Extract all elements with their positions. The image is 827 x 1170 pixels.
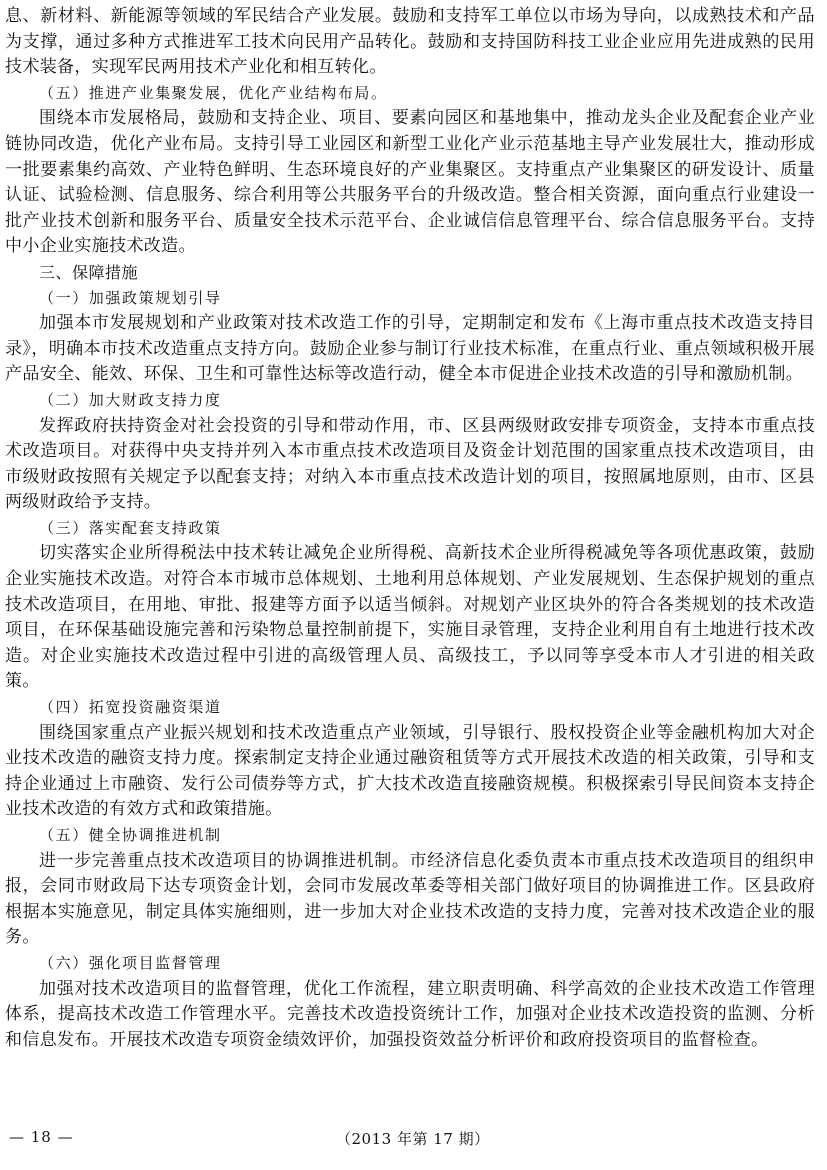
subheading-financing-channels: （四）拓宽投资融资渠道 — [39, 698, 222, 717]
subheading-coordination-mechanism: （五）健全协调推进机制 — [39, 826, 222, 844]
paragraph-fiscal-support: 发挥政府扶持资金对社会投资的引导和带动作用，市、区县两级财政安排专项资金，支持本市重点技术改造项目。对获得中央支持并列入本市重点技术改造项目及资金计划范围的国家重点技术改造项目，由市级财政按照有关规定予以配套支持；对纳入本市重点技术改造计划的项目，按照属地原则，由市、区县两级财政给予支持。 — [5, 415, 815, 513]
paragraph-military-civil-integration: 息、新材料、新能源等领域的军民结合产业发展。鼓励和支持军工单位以市场为导向，以成熟技术和产品为支撑，通过多种方式推进军工技术向民用产品转化。鼓励和支持国防科技工业企业应用先进成熟的民用技术装备，实现军民两用技术产业化和相互转化。 — [5, 6, 815, 78]
document-body — [5, 4, 815, 1053]
paragraph-coordination-mechanism: 进一步完善重点技术改造项目的协调推进机制。市经济信息化委负责本市重点技术改造项目的组织申报，会同市财政局下达专项资金计划，会同市发展改革委等相关部门做好项目的协调推进工作。区县政府根据本实施意见，制定具体实施细则，进一步加大对企业技术改造的支持力度，完善对技术改造企业的服务。 — [5, 850, 815, 948]
paragraph-policy-guidance: 加强本市发展规划和产业政策对技术改造工作的引导，定期制定和发布《上海市重点技术改造支持目录》，明确本市技术改造重点支持方向。鼓励企业参与制订行业技术标准，在重点行业、重点领域积极开展产品安全、能效、环保、卫生和可靠性达标等改造行动，健全本市促进企业技术改造的引导和激励机制。 — [5, 313, 815, 385]
subheading-industry-clustering: （五）推进产业集聚发展，优化产业结构布局。 — [39, 83, 388, 102]
page-footer — [0, 1128, 827, 1152]
subheading-fiscal-support: （二）加大财政支持力度 — [39, 390, 222, 409]
subheading-project-supervision: （六）强化项目监督管理 — [39, 953, 222, 972]
paragraph-supporting-policies: 切实落实企业所得税法中技术转让减免企业所得税、高新技术企业所得税减免等各项优惠政策，鼓励企业实施技术改造。对符合本市城市总体规划、土地利用总体规划、产业发展规划、生态保护规划的重点技术改造项目，在用地、审批、报建等方面予以适当倾斜。对规划产业区块外的符合各类规划的技术改造项目，在环保基础设施完善和污染物总量控制前提下，实施目录管理，支持企业利用自有土地进行技术改造。对企业实施技术改造过程中引进的高级管理人员、高级技工，予以同等享受本市人才引进的相关政策。 — [5, 543, 815, 692]
issue-label: （2013 年第 17 期） — [336, 1130, 490, 1148]
section-heading-safeguard-measures: 三、保障措施 — [39, 262, 139, 282]
subheading-policy-guidance: （一）加强政策规划引导 — [39, 288, 222, 307]
subheading-supporting-policies: （三）落实配套支持政策 — [39, 518, 222, 537]
paragraph-industry-clustering: 围绕本市发展格局，鼓励和支持企业、项目、要素向园区和基地集中，推动龙头企业及配套企业产业链协同改造，优化产业布局。支持引导工业园区和新型工业化产业示范基地主导产业发展壮大，推动形成一批要素集约高效、产业特色鲜明、生态环境良好的产业集聚区。支持重点产业集聚区的研发设计、质量认证、试验检测、信息服务、综合利用等公共服务平台的升级改造。整合相关资源，面向重点行业建设一批产业技术创新和服务平台、质量安全技术示范平台、企业诚信信息管理平台、综合信息服务平台。支持中小企业实施技术改造。 — [5, 108, 815, 257]
paragraph-financing-channels: 围绕国家重点产业振兴规划和技术改造重点产业领域，引导银行、股权投资企业等金融机构加大对企业技术改造的融资支持力度。探索制定支持企业通过融资租赁等方式开展技术改造的相关政策，引导和支持企业通过上市融资、发行公司债券等方式，扩大技术改造直接融资规模。积极探索引导民间资本支持企业技术改造的有效方式和政策措施。 — [5, 722, 815, 820]
page-number: — 18 — — [9, 1128, 74, 1146]
paragraph-project-supervision: 加强对技术改造项目的监督管理，优化工作流程，建立职责明确、科学高效的企业技术改造工作管理体系，提高技术改造工作管理水平。完善技术改造投资统计工作，加强对企业技术改造投资的监测、分析和信息发布。开展技术改造专项资金绩效评价，加强投资效益分析评价和政府投资项目的监督检查。 — [5, 978, 815, 1050]
